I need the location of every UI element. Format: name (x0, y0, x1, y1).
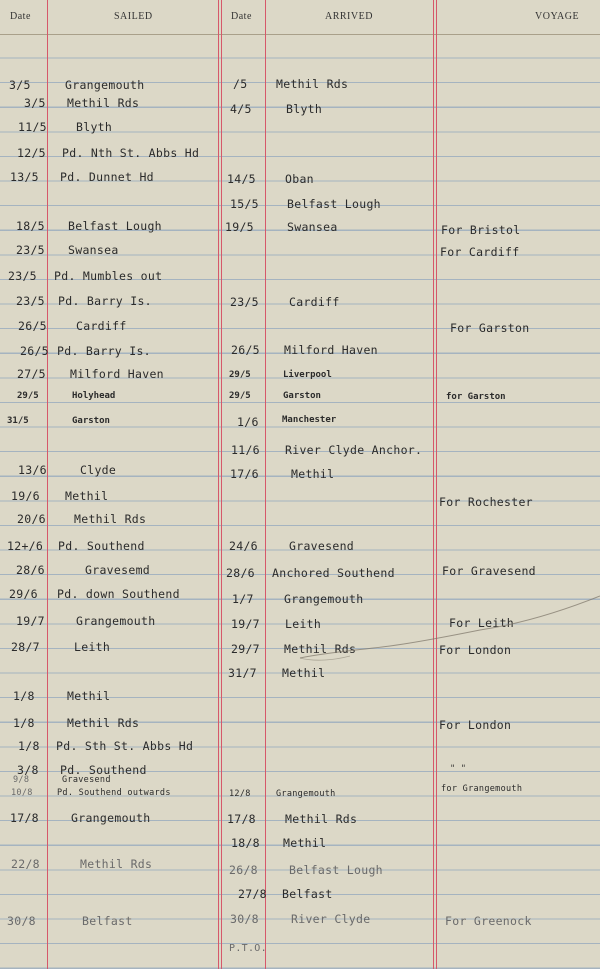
arrived-date: 14/5 (227, 172, 256, 186)
arrived-place: Belfast Lough (289, 863, 383, 877)
voyage-note: For Bristol (441, 223, 521, 237)
voyage-note: for Grangemouth (441, 784, 523, 794)
arrived-place: Anchored Southend (272, 566, 395, 580)
arrived-place: River Clyde (291, 912, 371, 926)
arrived-place: Belfast Lough (287, 197, 381, 211)
arrived-date: 29/7 (231, 642, 260, 656)
arrived-date: 1/7 (232, 592, 254, 606)
header-arrived: ARRIVED (325, 11, 373, 22)
sailed-place: Grangemouth (76, 614, 156, 628)
arrived-date: 12/8 (229, 789, 251, 799)
sailed-date: 17/8 (10, 811, 39, 825)
arrived-date: 26/8 (229, 863, 258, 877)
sailed-place: Pd. down Southend (57, 587, 180, 601)
sailed-date: 23/5 (8, 269, 37, 283)
arrived-place: Blyth (286, 102, 323, 116)
sailed-place: Pd. Nth St. Abbs Hd (62, 146, 200, 160)
sailed-date: 12+/6 (7, 539, 44, 553)
sailed-date: 19/6 (11, 489, 40, 503)
arrived-date: 17/8 (227, 812, 256, 826)
sailed-place: Pd. Sth St. Abbs Hd (56, 739, 194, 753)
arrived-date: 30/8 (230, 912, 259, 926)
arrived-date: 19/5 (225, 220, 254, 234)
arrived-date: 15/5 (230, 197, 259, 211)
sailed-place: Leith (74, 640, 111, 654)
arrived-date: 18/8 (231, 836, 260, 850)
sailed-place: Pd. Southend outwards (57, 788, 171, 798)
arrived-date: 4/5 (230, 102, 252, 116)
arrived-place: Methil Rds (284, 642, 357, 656)
sailed-date: 29/6 (9, 587, 38, 601)
voyage-note: For Leith (449, 616, 515, 630)
voyage-note: For Gravesend (442, 564, 536, 578)
arrived-date: 28/6 (226, 566, 255, 580)
header-sailed: SAILED (114, 11, 153, 22)
sailed-date: 1/8 (13, 716, 35, 730)
voyage-note: For Rochester (439, 495, 533, 509)
voyage-ditto-marks: " " (450, 764, 467, 774)
sailed-place: Pd. Barry Is. (57, 344, 151, 358)
sailed-date: 19/7 (16, 614, 45, 628)
arrived-date: 31/7 (228, 666, 257, 680)
sailed-place: Methil Rds (67, 716, 140, 730)
voyage-note: For London (439, 718, 512, 732)
arrived-date: 29/5 (229, 370, 251, 380)
arrived-place: Grangemouth (284, 592, 364, 606)
sailed-date: 22/8 (11, 857, 40, 871)
sailed-date: 1/8 (18, 739, 40, 753)
voyage-note: For Cardiff (440, 245, 520, 259)
sailed-place: Methil (65, 489, 109, 503)
voyage-note: For Greenock (445, 914, 532, 928)
sailed-date: 26/5 (18, 319, 47, 333)
sailed-place: Cardiff (76, 319, 127, 333)
sailed-place: Clyde (80, 463, 117, 477)
sailed-place: Gravesend (62, 775, 111, 785)
sailed-date: 3/5 (9, 78, 31, 92)
arrived-place: Oban (285, 172, 314, 186)
header-voyage: VOYAGE (535, 11, 580, 22)
arrived-place: Leith (285, 617, 322, 631)
sailed-place: Holyhead (72, 391, 116, 401)
arrived-date: 24/6 (229, 539, 258, 553)
sailed-date: 26/5 (20, 344, 49, 358)
arrived-date: 26/5 (231, 343, 260, 357)
sailed-date: 23/5 (16, 294, 45, 308)
arrived-place: Manchester (282, 415, 337, 425)
arrived-date: 19/7 (231, 617, 260, 631)
sailed-date: 28/6 (16, 563, 45, 577)
sailed-date: 1/8 (13, 689, 35, 703)
sailed-place: Pd. Barry Is. (58, 294, 152, 308)
arrived-place: Methil (291, 467, 335, 481)
sailed-place: Methil Rds (74, 512, 147, 526)
sailed-date: 31/5 (7, 416, 29, 426)
sailed-date: 3/5 (24, 96, 46, 110)
sailed-date: 10/8 (11, 788, 33, 798)
sailed-place: Garston (72, 416, 110, 426)
sailed-date: 29/5 (17, 391, 39, 401)
arrived-place: Methil (282, 666, 326, 680)
sailed-date: 13/6 (18, 463, 47, 477)
sailed-place: Methil Rds (67, 96, 140, 110)
voyage-note: for Garston (446, 392, 506, 402)
arrived-place: Swansea (287, 220, 338, 234)
arrived-date: 27/8 (238, 887, 267, 901)
sailed-date: 11/5 (18, 120, 47, 134)
sailed-place: Gravesemd (85, 563, 151, 577)
sailed-place: Methil (67, 689, 111, 703)
sailed-date: 3/8 (17, 763, 39, 777)
sailed-place: Methil Rds (80, 857, 153, 871)
arrived-place: Gravesend (289, 539, 355, 553)
arrived-place: Grangemouth (276, 789, 336, 799)
voyage-note: For London (439, 643, 512, 657)
sailed-date: 23/5 (16, 243, 45, 257)
arrived-place: Methil Rds (276, 77, 349, 91)
sailed-date: 13/5 (10, 170, 39, 184)
header-date-arrived: Date (231, 11, 252, 22)
arrived-date: 23/5 (230, 295, 259, 309)
arrived-place: Cardiff (289, 295, 340, 309)
header-date-sailed: Date (10, 11, 31, 22)
sailed-place: Blyth (76, 120, 113, 134)
arrived-place: Milford Haven (284, 343, 378, 357)
sailed-place: Belfast Lough (68, 219, 162, 233)
sailed-place: Pd. Southend (60, 763, 147, 777)
arrived-date: 11/6 (231, 443, 260, 457)
sailed-date: 20/6 (17, 512, 46, 526)
arrived-date: 17/6 (230, 467, 259, 481)
sailed-place: Milford Haven (70, 367, 164, 381)
sailed-place: Belfast (82, 914, 133, 928)
arrived-place: Belfast (282, 887, 333, 901)
sailed-date: 30/8 (7, 914, 36, 928)
sailed-place: Swansea (68, 243, 119, 257)
sailed-date: 9/8 (13, 775, 30, 785)
arrived-place: Methil (283, 836, 327, 850)
arrived-place: River Clyde Anchor. (285, 443, 423, 457)
sailed-place: Pd. Mumbles out (54, 269, 163, 283)
arrived-date: 1/6 (237, 415, 259, 429)
sailed-date: 28/7 (11, 640, 40, 654)
arrived-date: 29/5 (229, 391, 251, 401)
sailed-place: Grangemouth (65, 78, 145, 92)
page-turn-note: P.T.O. (229, 943, 267, 954)
sailed-date: 12/5 (17, 146, 46, 160)
voyage-note: For Garston (450, 321, 530, 335)
arrived-place: Garston (283, 391, 321, 401)
sailed-place: Pd. Southend (58, 539, 145, 553)
sailed-place: Grangemouth (71, 811, 151, 825)
sailed-date: 27/5 (17, 367, 46, 381)
arrived-date: /5 (233, 77, 248, 91)
arrived-place: Methil Rds (285, 812, 358, 826)
sailed-date: 18/5 (16, 219, 45, 233)
arrived-place: Liverpool (283, 370, 332, 380)
sailed-place: Pd. Dunnet Hd (60, 170, 154, 184)
